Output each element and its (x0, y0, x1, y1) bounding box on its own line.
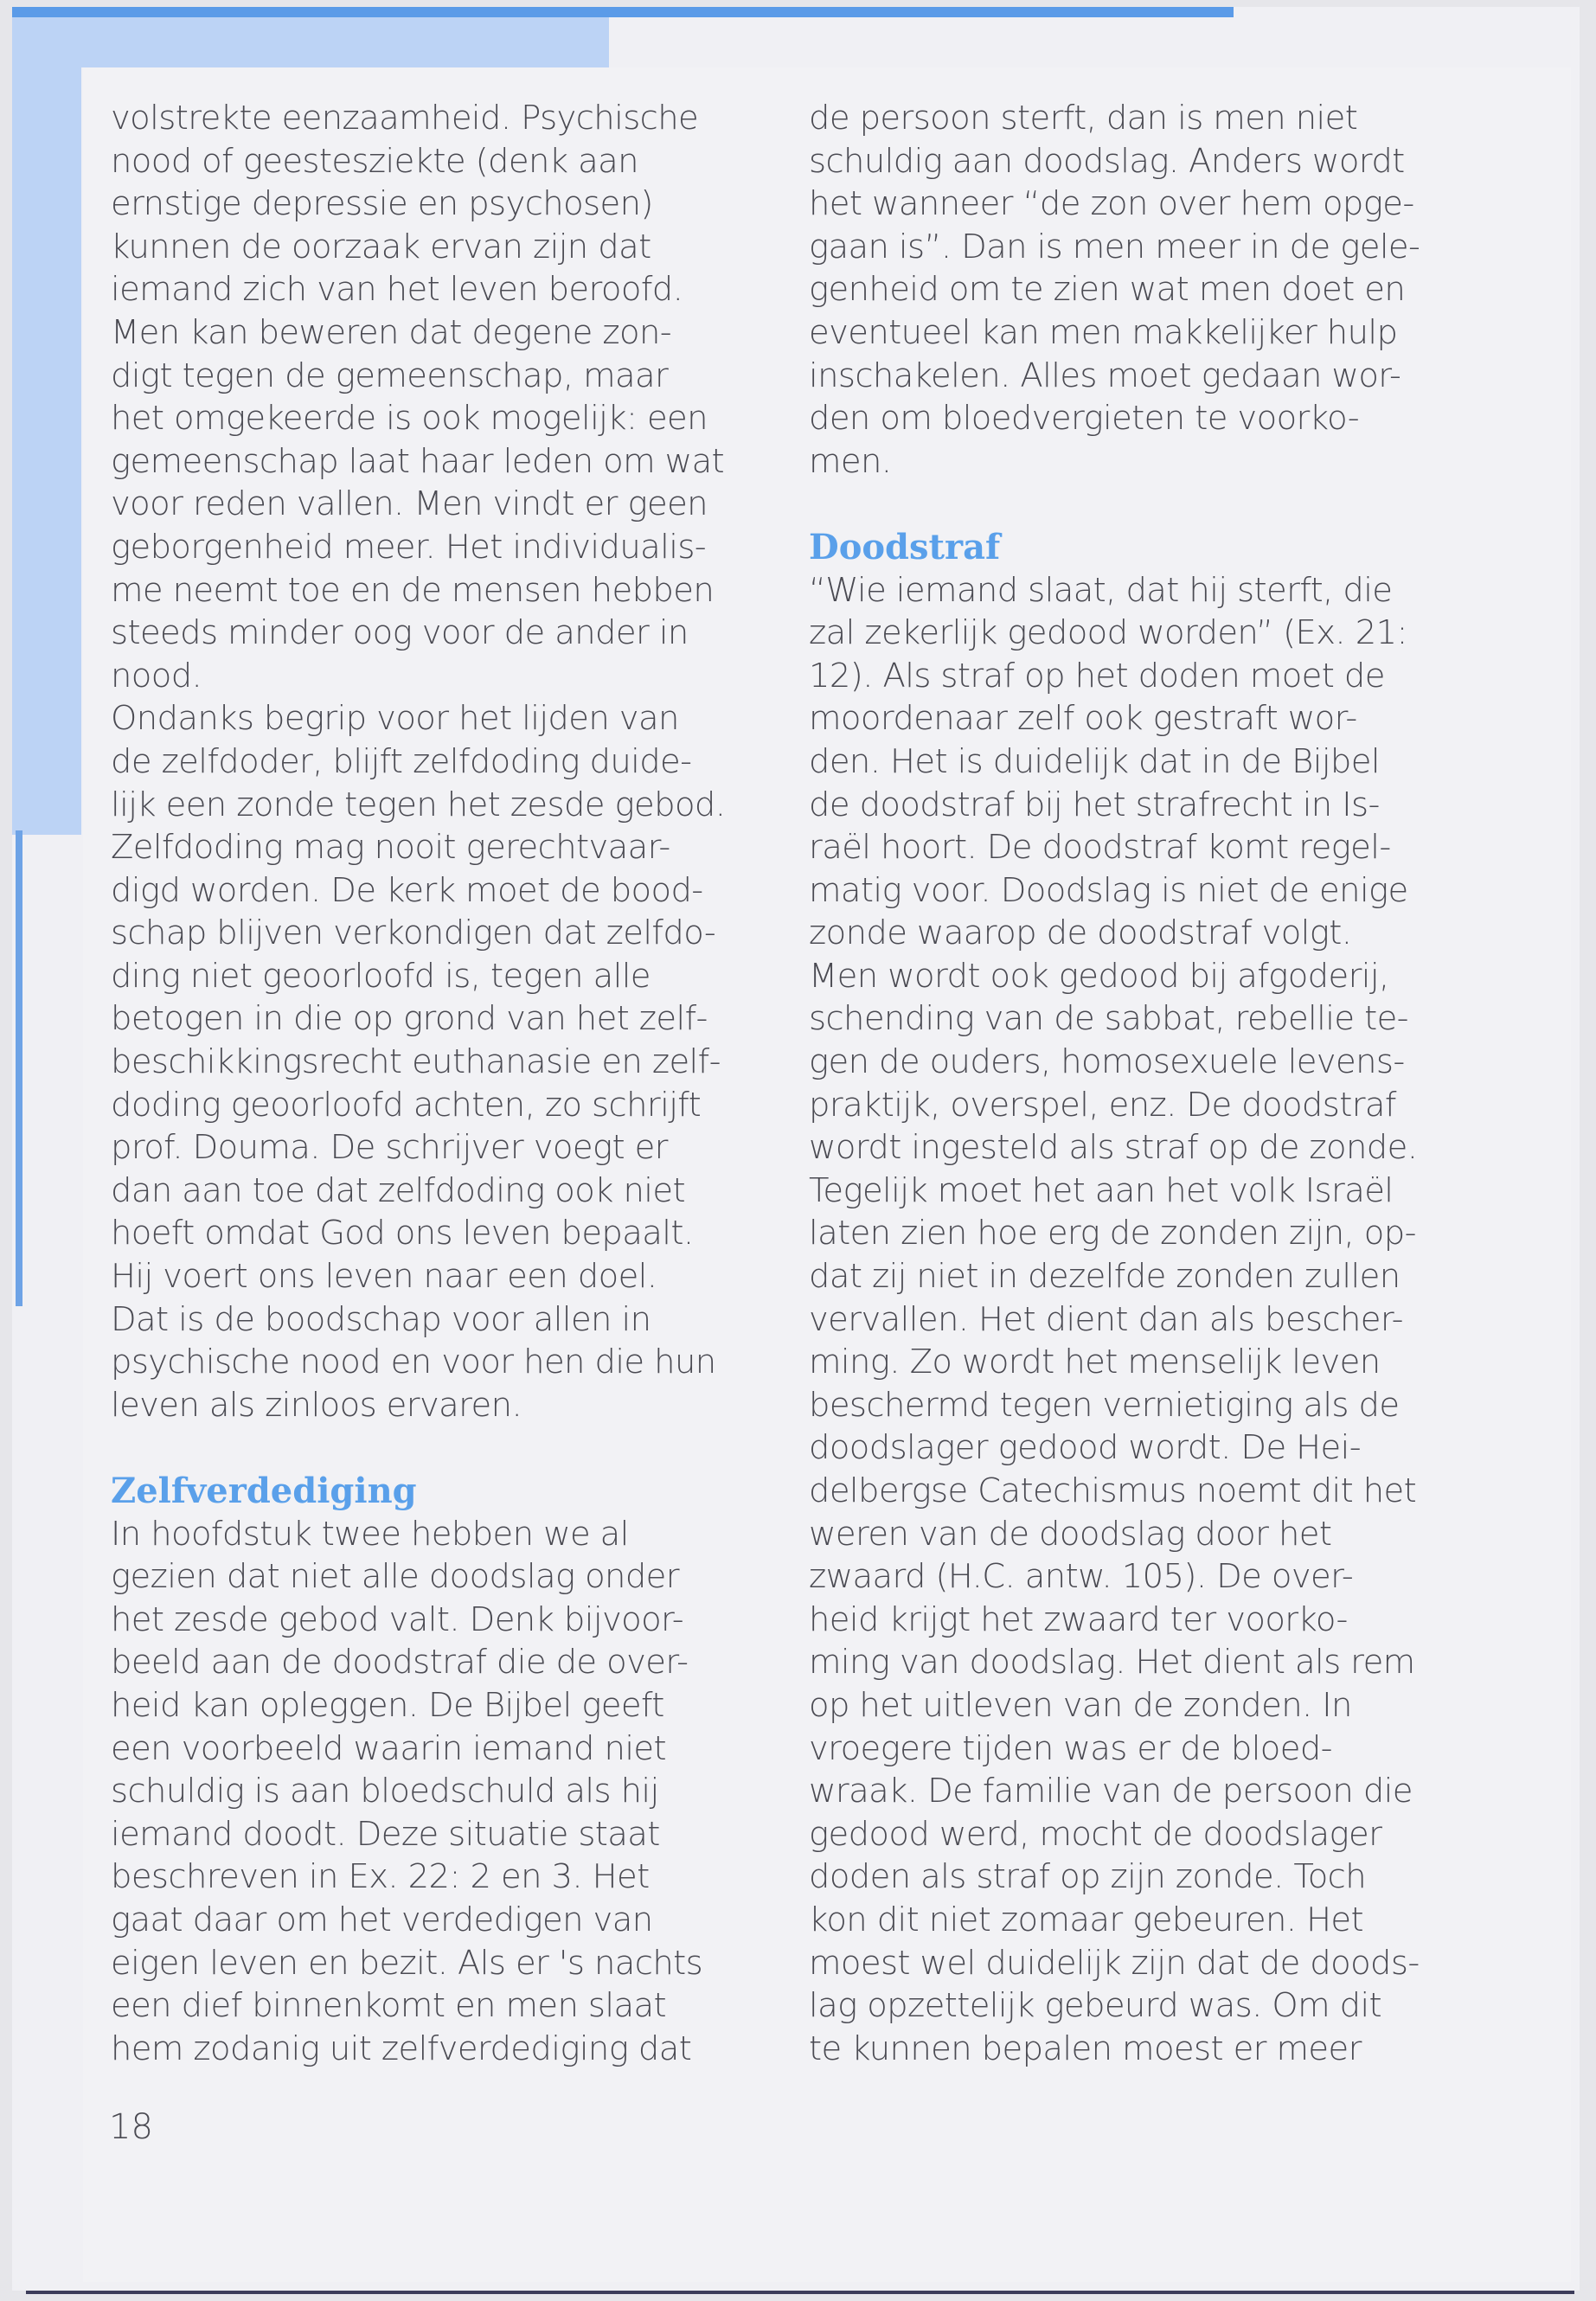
text-line: geborgenheid meer. Het individualis- (111, 527, 707, 567)
text-line: eigen leven en bezit. Als er 's nachts (111, 1943, 703, 1983)
text-line: lijk een zonde tegen het zesde gebod. (111, 785, 726, 824)
text-line: genheid om te zien wat men doet en (809, 270, 1406, 310)
top-accent-band (12, 17, 609, 67)
text-line: 12). Als straf op het doden moet de (809, 656, 1385, 695)
text-line: me neemt toe en de mensen hebben (111, 570, 715, 610)
text-line: nood. (111, 656, 202, 695)
left-column (111, 97, 742, 2070)
text-line: matig voor. Doodslag is niet de enige (809, 870, 1408, 910)
text-line: wordt ingesteld als straf op de zonde. (809, 1128, 1418, 1168)
text-line: psychische nood en voor hen die hun (111, 1343, 716, 1382)
page-bottom-edge (26, 2291, 1574, 2294)
paragraph-gap (809, 483, 1466, 526)
text-line: schending van de sabbat, rebellie te- (809, 999, 1408, 1039)
section-heading: Doodstraf (809, 526, 1001, 567)
text-line: zwaard (H.C. antw. 105). De over- (809, 1557, 1354, 1597)
text-line: Tegelijk moet het aan het volk Israël (809, 1170, 1394, 1210)
text-line: “Wie iemand slaat, dat hij sterft, die (809, 570, 1393, 610)
text-line: volstrekte eenzaamheid. Psychische (111, 99, 699, 138)
text-line: hem zodanig uit zelfverdediging dat (111, 2029, 692, 2068)
text-line: gemeenschap laat haar leden om wat (111, 441, 725, 481)
section-heading: Zelfverdediging (111, 1471, 417, 1511)
text-line: Hij voert ons leven naar een doel. (111, 1257, 657, 1297)
text-line: gaat daar om het verdedigen van (111, 1900, 653, 1939)
text-line: doding geoorloofd achten, zo schrijft (111, 1085, 702, 1125)
text-line: In hoofdstuk twee hebben we al (111, 1514, 629, 1554)
text-line: ming. Zo wordt het menselijk leven (809, 1343, 1381, 1382)
text-line: betogen in die op grond van het zelf- (111, 999, 708, 1039)
text-line: de zelfdoder, blijft zelfdoding duide- (111, 741, 692, 781)
text-line: lag opzettelijk gebeurd was. Om dit (809, 1986, 1382, 2026)
text-line: men. (809, 441, 892, 481)
text-line: inschakelen. Alles moet gedaan wor- (809, 356, 1401, 395)
text-line: schap blijven verkondigen dat zelfdo- (111, 913, 716, 953)
text-line: zal zekerlijk gedood worden” (Ex. 21: (809, 613, 1407, 653)
text-line: eventueel kan men makkelijker hulp (809, 312, 1398, 352)
text-line: laten zien hoe erg de zonden zijn, op- (809, 1214, 1416, 1253)
text-line: het zesde gebod valt. Denk bijvoor- (111, 1599, 684, 1639)
text-line: gen de ouders, homosexuele levens- (809, 1042, 1405, 1082)
text-line: schuldig is aan bloedschuld als hij (111, 1772, 659, 1811)
left-accent-panel (12, 17, 81, 835)
text-line: schuldig aan doodslag. Anders wordt (809, 141, 1405, 181)
text-line: kunnen de oorzaak ervan zijn dat (111, 227, 651, 266)
text-line: doodslager gedood wordt. De Hei- (809, 1428, 1362, 1468)
text-line: moest wel duidelijk zijn dat de doods- (809, 1943, 1420, 1983)
text-line: heid krijgt het zwaard ter voorko- (809, 1599, 1348, 1639)
text-line: Men kan beweren dat degene zon- (111, 312, 672, 352)
text-line: beschikkingsrecht euthanasie en zelf- (111, 1042, 721, 1082)
text-line: gedood werd, mocht de doodslager (809, 1814, 1382, 1854)
text-line: wraak. De familie van de persoon die (809, 1772, 1413, 1811)
text-line: de doodstraf bij het strafrecht in Is- (809, 785, 1380, 824)
text-line: ernstige depressie en psychosen) (111, 184, 653, 224)
text-line: dat zij niet in dezelfde zonden zullen (809, 1257, 1401, 1297)
text-line: doden als straf op zijn zonde. Toch (809, 1857, 1367, 1897)
text-line: dan aan toe dat zelfdoding ook niet (111, 1170, 685, 1210)
top-accent-bar (12, 7, 1234, 17)
text-line: nood of geestesziekte (denk aan (111, 141, 638, 181)
text-line: hoeft omdat God ons leven bepaalt. (111, 1214, 694, 1253)
text-line: Zelfdoding mag nooit gerechtvaar- (111, 828, 670, 868)
text-line: vervallen. Het dient dan als bescher- (809, 1299, 1403, 1339)
text-line: te kunnen bepalen moest er meer (809, 2029, 1362, 2068)
text-line: gezien dat niet alle doodslag onder (111, 1557, 679, 1597)
text-line: prof. Douma. De schrijver voegt er (111, 1128, 668, 1168)
text-line: het omgekeerde is ook mogelijk: een (111, 399, 708, 439)
text-line: voor reden vallen. Men vindt er geen (111, 484, 708, 524)
text-line: delbergse Catechismus noemt dit het (809, 1471, 1417, 1510)
text-line: digd worden. De kerk moet de bood- (111, 870, 703, 910)
text-line: op het uitleven van de zonden. In (809, 1685, 1352, 1725)
right-column (809, 97, 1466, 2070)
text-line: praktijk, overspel, enz. De doodstraf (809, 1085, 1396, 1125)
text-line: de persoon sterft, dan is men niet (809, 99, 1358, 138)
text-line: ding niet geoorloofd is, tegen alle (111, 956, 651, 996)
text-line: een voorbeeld waarin iemand niet (111, 1728, 666, 1768)
text-line: digt tegen de gemeenschap, maar (111, 356, 669, 395)
text-line: ming van doodslag. Het dient als rem (809, 1643, 1415, 1682)
text-line: steeds minder oog voor de ander in (111, 613, 689, 653)
text-line: iemand zich van het leven beroofd. (111, 270, 683, 310)
text-line: beeld aan de doodstraf die de over- (111, 1643, 689, 1682)
text-line: vroegere tijden was er de bloed- (809, 1728, 1332, 1768)
text-line: iemand doodt. Deze situatie staat (111, 1814, 660, 1854)
text-line: beschermd tegen vernietiging als de (809, 1385, 1400, 1425)
paragraph-gap (111, 1426, 742, 1470)
text-line: het wanneer “de zon over hem opge- (809, 184, 1414, 224)
text-line: een dief binnenkomt en men slaat (111, 1986, 666, 2026)
text-line: Men wordt ook gedood bij afgoderij, (809, 956, 1389, 996)
text-line: Ondanks begrip voor het lijden van (111, 699, 679, 739)
text-line: leven als zinloos ervaren. (111, 1385, 522, 1425)
text-line: beschreven in Ex. 22: 2 en 3. Het (111, 1857, 650, 1897)
text-line: raël hoort. De doodstraf komt regel- (809, 828, 1391, 868)
text-line: Dat is de boodschap voor allen in (111, 1299, 651, 1339)
text-line: den. Het is duidelijk dat in de Bijbel (809, 741, 1380, 781)
text-line: kon dit niet zomaar gebeuren. Het (809, 1900, 1364, 1939)
text-line: moordenaar zelf ook gestraft wor- (809, 699, 1357, 739)
text-line: gaan is”. Dan is men meer in de gele- (809, 227, 1420, 266)
text-line: den om bloedvergieten te voorko- (809, 399, 1360, 439)
page-number: 18 (109, 2107, 153, 2147)
text-line: weren van de doodslag door het (809, 1514, 1332, 1554)
text-line: zonde waarop de doodstraf volgt. (809, 913, 1352, 953)
left-accent-line (16, 830, 22, 1306)
text-line: heid kan opleggen. De Bijbel geeft (111, 1685, 664, 1725)
